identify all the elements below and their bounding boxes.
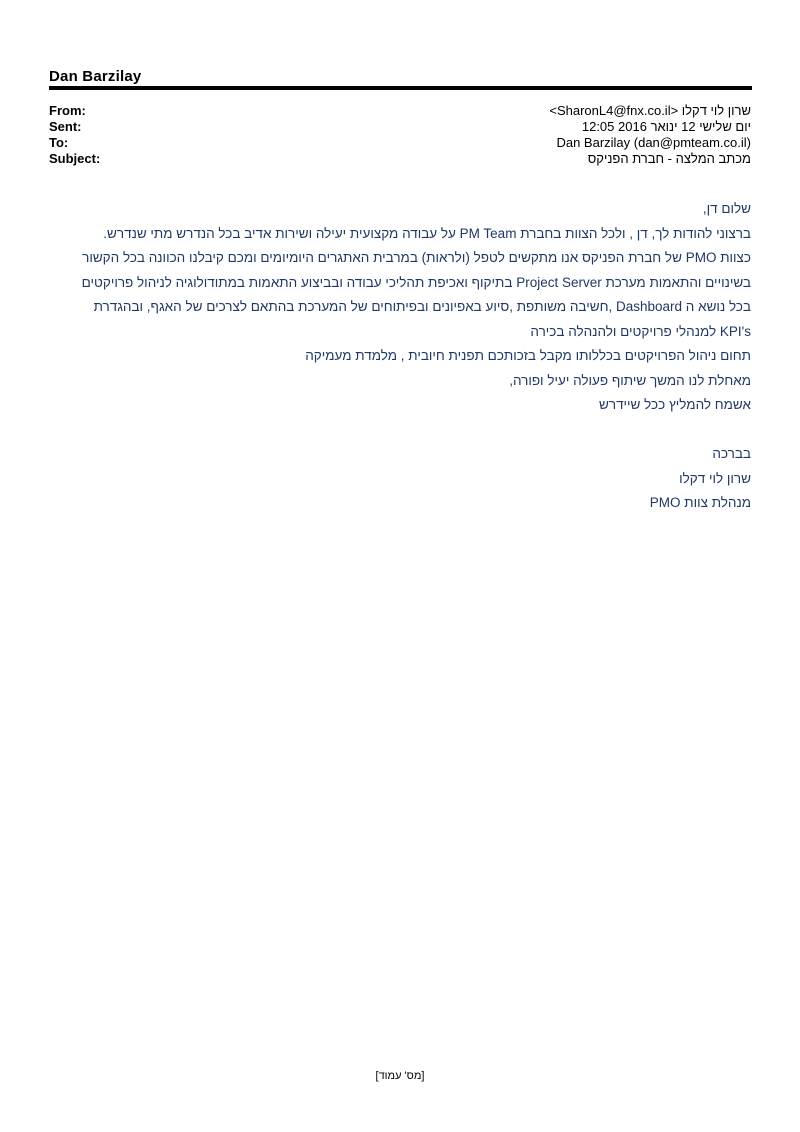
from-value: שרון לוי דקלו <SharonL4@fnx.co.il>: [549, 103, 751, 118]
body-line: בכל נושא ה Dashboard ,חשיבה משותפת ,סיוע באפיונים ובפיתוחים של המערכת בהתאם לצרכים של האגף, ובהגדרת: [93, 299, 751, 314]
greeting: שלום דן,: [702, 201, 751, 216]
body-line: KPI's למנהלי פרויקטים ולהנהלה בכירה: [530, 323, 751, 339]
sent-value: יום שלישי 12 ינואר 2016 12:05: [581, 119, 751, 134]
body-line: מאחלת לנו המשך שיתוף פעולה יעיל ופורה,: [509, 372, 751, 388]
subject-value: מכתב המלצה - חברת הפניקס: [587, 151, 751, 166]
to-label: To:: [49, 135, 69, 150]
signer-title: מנהלת צוות PMO: [649, 495, 751, 510]
signoff: בברכה: [712, 446, 751, 461]
subject-label: Subject:: [49, 151, 101, 166]
body-line: ברצוני להודות לך, דן , ולכל הצוות בחברת PM Team על עבודה מקצועית יעילה ושירות אדיב בכל הנדרש מתי שנדרש.: [103, 225, 751, 241]
signer-name: שרון לוי דקלו: [679, 470, 751, 486]
email-header-values: [251, 103, 751, 167]
header-divider: [49, 86, 752, 90]
document-owner-name: Dan Barzilay: [49, 68, 142, 85]
body-line: כצוות PMO של חברת הפניקס אנו מתקשים לטפל (ולראות) במרבית האתגרים היומיומים ומכם קיבלנו הכוונה בכל הקשור: [82, 250, 751, 265]
body-line: תחום ניהול הפרויקטים בכללותו מקבל בזכותכם תפנית חיובית , מלמדת מעמיקה: [305, 348, 751, 363]
paragraph-gap: [48, 418, 751, 443]
email-body: [48, 197, 751, 516]
to-value: Dan Barzilay (dan@pmteam.co.il): [556, 135, 751, 150]
page-number-placeholder: [מס' עמוד]: [375, 1070, 425, 1082]
email-header-labels: [49, 103, 100, 167]
body-line: אשמח להמליץ ככל שיידרש: [599, 397, 751, 412]
from-label: From:: [49, 103, 86, 118]
body-line: בשינויים והתאמות מערכת Project Server בתיקוף ואכיפת תהליכי עבודה ובביצוע התאמות במתודולוגיה לניהול פרויקטים: [81, 274, 751, 290]
sent-label: Sent:: [49, 119, 82, 134]
